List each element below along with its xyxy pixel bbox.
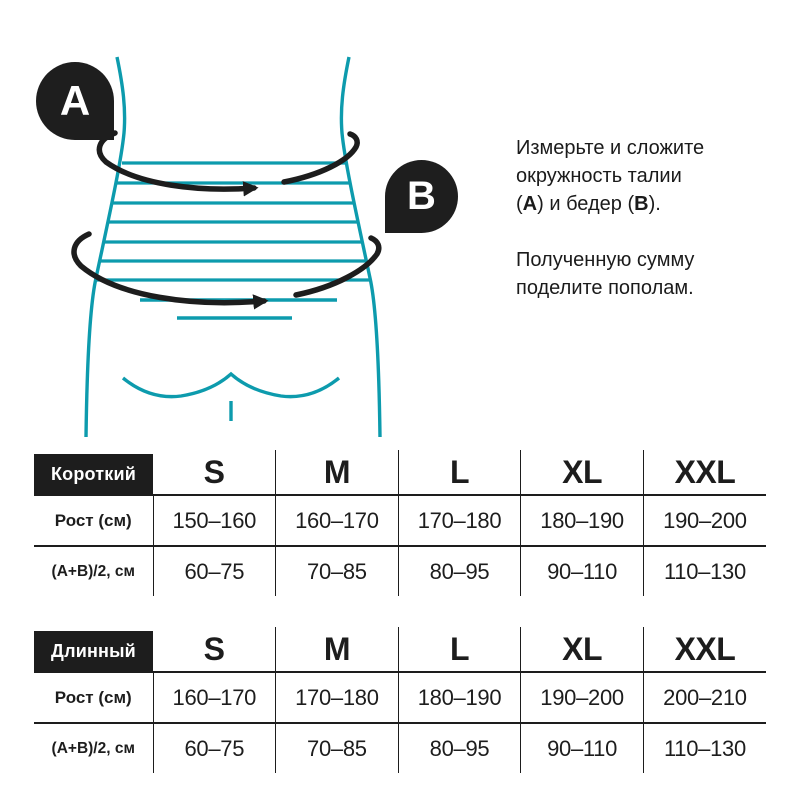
height-value: 170–180 — [398, 495, 521, 546]
height-value: 160–170 — [276, 495, 399, 546]
table-badge: Длинный — [34, 631, 153, 671]
waist-label: A — [59, 77, 91, 124]
girth-value: 70–85 — [276, 546, 399, 596]
measure-instruction — [516, 134, 704, 218]
instruction-line: Измерьте и сложите — [516, 137, 705, 159]
height-row-label: Рост (см) — [34, 495, 153, 546]
size-col-header: M — [276, 627, 399, 672]
girth-value: 110–130 — [643, 723, 766, 773]
waist-arrow — [99, 133, 357, 189]
girth-value: 60–75 — [153, 723, 276, 773]
girth-value: 90–110 — [521, 723, 644, 773]
hip-label: B — [407, 174, 436, 218]
height-row-label: Рост (см) — [34, 672, 153, 723]
girth-value: 80–95 — [398, 546, 521, 596]
waist-label-bubble — [36, 62, 114, 140]
girth-value: 80–95 — [398, 723, 521, 773]
size-table-long — [34, 627, 766, 773]
height-value: 190–200 — [521, 672, 644, 723]
size-col-header: S — [153, 627, 276, 672]
table-badge: Короткий — [34, 454, 153, 494]
height-value: 180–190 — [521, 495, 644, 546]
height-value: 190–200 — [643, 495, 766, 546]
measurement-instructions — [516, 134, 704, 302]
halve-instruction — [516, 246, 704, 302]
instruction-line: окружность талии — [516, 165, 682, 187]
girth-row-label: (А+В)/2, см — [51, 562, 135, 580]
girth-row-label: (А+В)/2, см — [51, 739, 135, 757]
size-col-header: XL — [521, 627, 644, 672]
girth-value: 60–75 — [153, 546, 276, 596]
girth-value: 110–130 — [643, 546, 766, 596]
size-col-header: XL — [521, 450, 644, 495]
girth-value: 90–110 — [521, 546, 644, 596]
size-col-header: L — [398, 627, 521, 672]
height-value: 170–180 — [276, 672, 399, 723]
instruction-line: (А) и бедер (В). — [516, 193, 661, 215]
size-col-header: M — [276, 450, 399, 495]
size-tables — [34, 450, 766, 773]
height-value: 160–170 — [153, 672, 276, 723]
waistband-stripes — [95, 163, 369, 280]
size-col-header: XXL — [643, 450, 766, 495]
size-col-header: L — [398, 450, 521, 495]
height-value: 180–190 — [398, 672, 521, 723]
hip-arrow — [74, 234, 379, 303]
instruction-line: Полученную сумму — [516, 249, 695, 271]
height-value: 150–160 — [153, 495, 276, 546]
size-col-header: XXL — [643, 627, 766, 672]
instruction-line: поделите пополам. — [516, 277, 694, 299]
size-col-header: S — [153, 450, 276, 495]
height-value: 200–210 — [643, 672, 766, 723]
girth-value: 70–85 — [276, 723, 399, 773]
hip-label-bubble — [385, 160, 458, 233]
brief-lines — [123, 300, 339, 421]
size-table-short — [34, 450, 766, 596]
